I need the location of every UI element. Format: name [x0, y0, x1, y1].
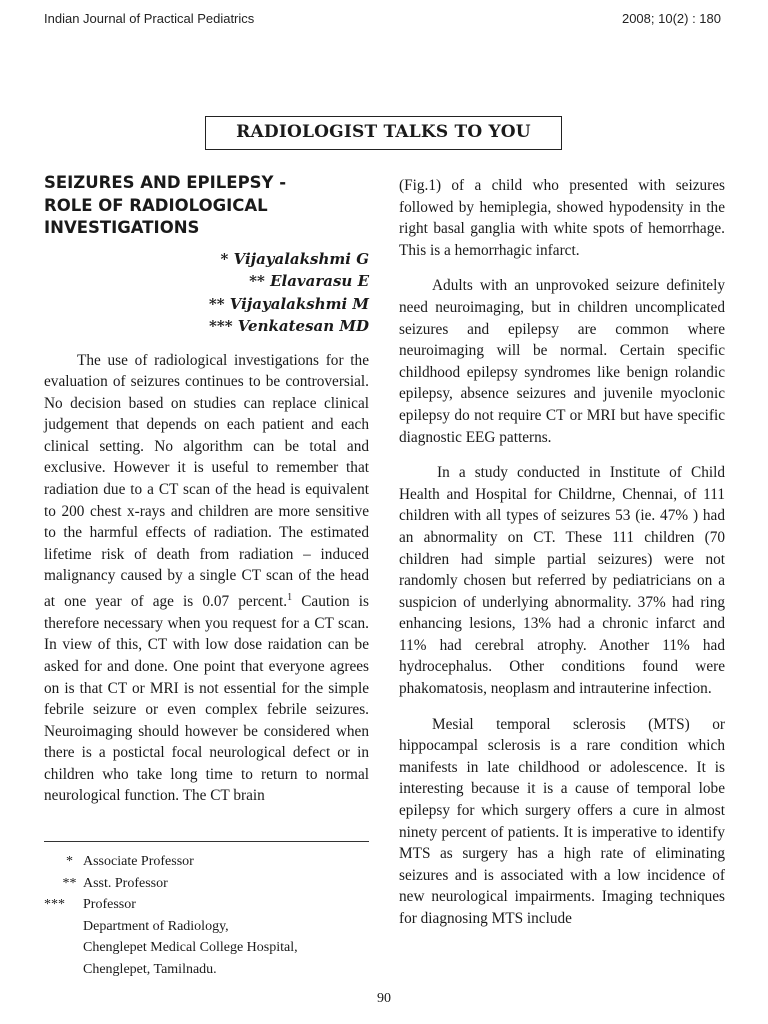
article-title — [44, 172, 369, 240]
author: * Vijayalakshmi G — [220, 249, 369, 268]
body-paragraph — [44, 350, 369, 808]
footnote-row — [44, 894, 369, 916]
footnote-text: Asst. Professor — [83, 875, 168, 891]
author: ** Vijayalakshmi M — [208, 294, 369, 313]
footnote-mark: *** — [44, 897, 65, 912]
reference-superscript: 1 — [287, 592, 293, 604]
footnote-text: Associate Professor — [83, 854, 194, 869]
affiliation-line: Department of Radiology, — [83, 918, 229, 934]
body-paragraph: In a study conducted in Institute of Child Health and Hospital for Childrne, Chennai, of 111 children with all types of seizures 53 (ie. 47% ) had an abnormality on CT. These 111 children (70 children had simple partial seizures) were not randomly chosen but referred by pediatricians on a suspicion of underlying abnormality. 37% had ring enhancing lesions, 13% had a chronic infarct and 11% had cerebral atrophy. Another 11% had hydrocephalus. Other conditions found were phakomatosis, neoplasm and intrauterine infection. — [399, 464, 725, 698]
author: *** Venkatesan MD — [209, 317, 369, 335]
footnote-row — [44, 873, 369, 895]
running-header — [44, 11, 721, 31]
body-paragraph: Mesial temporal sclerosis (MTS) or hippocampal sclerosis is a rare condition which manifests in late childhood or adolescence. It is interesting because it is a cause of temporal lobe epilepsy for which surgery offers a cure in almost ninety percent of patients. It is imperative to identify MTS as surgery has a high rate of eliminating seizures and is associated with a low incidence of new neurological impairments. Imaging techniques for diagnosing MTS include — [399, 715, 725, 927]
footnote-text: Professor — [83, 897, 136, 912]
affiliation-line: Chenglepet Medical College Hospital, — [83, 940, 298, 955]
title-line: INVESTIGATIONS — [44, 218, 200, 237]
journal-name: Indian Journal of Practical Pediatrics — [44, 11, 255, 26]
footnote-mark: ** — [62, 875, 77, 891]
right-column — [399, 175, 725, 944]
title-line: ROLE OF RADIOLOGICAL — [44, 195, 268, 215]
affiliation-line: Chenglepet, Tamilnadu. — [83, 961, 217, 977]
body-paragraph: (Fig.1) of a child who presented with seizures followed by hemiplegia, showed hypodensity in the right basal ganglia with white spots of hemorrhage. This is a hemorrhagic infarct. — [399, 177, 725, 259]
issue-citation: 2008; 10(2) : 180 — [621, 11, 721, 26]
author-list — [44, 248, 369, 338]
footnote-row — [44, 851, 369, 873]
paragraph-text: Caution is therefore necessary when you request for a CT scan. In view of this, CT with low dose raidation can be asked for and done. One point that everyone agrees on is that CT or MRI is not essential for the simple febrile seizure or even complex febrile seizures. Neuroimaging should however be considered when there is a postictal focal neurological defect or in children who take long time to return to normal neurological function. The CT brain — [44, 593, 369, 805]
author: ** Elavarasu E — [249, 272, 369, 290]
body-paragraph: Adults with an unprovoked seizure definitely need neuroimaging, but in children uncomplicated seizures and epilepsy are common where neuroimaging will be normal. Certain specific childhood epilepsy syndromes like benign rolandic epilepsy, absence seizures and juvenile myoclonic epilepsy do not require CT or MRI but have specific diagnostic EEG patterns. — [399, 277, 725, 446]
affiliation — [83, 916, 369, 981]
footnote-mark: * — [66, 854, 73, 869]
title-line: SEIZURES AND EPILEPSY - — [44, 173, 287, 192]
author-footnotes — [44, 841, 369, 980]
section-title: RADIOLOGIST TALKS TO YOU — [205, 116, 562, 150]
page-number: 90 — [377, 991, 391, 1006]
left-column — [44, 172, 369, 807]
paragraph-text: The use of radiological investigations for the evaluation of seizures continues to be controversial. No decision based on studies can replace clinical judgement that depends on each patient and each clinical setting. No algorithm can be total and exclusive. However it is useful to remember that radiation due to a CT scan of the head is equivalent to 200 chest x-rays and children are more sensitive to the harmful effects of radiation. The estimated lifetime risk of death from radiation – induced malignancy caused by a single CT scan of the head at one year of age is 0.07 percent. — [44, 351, 369, 611]
